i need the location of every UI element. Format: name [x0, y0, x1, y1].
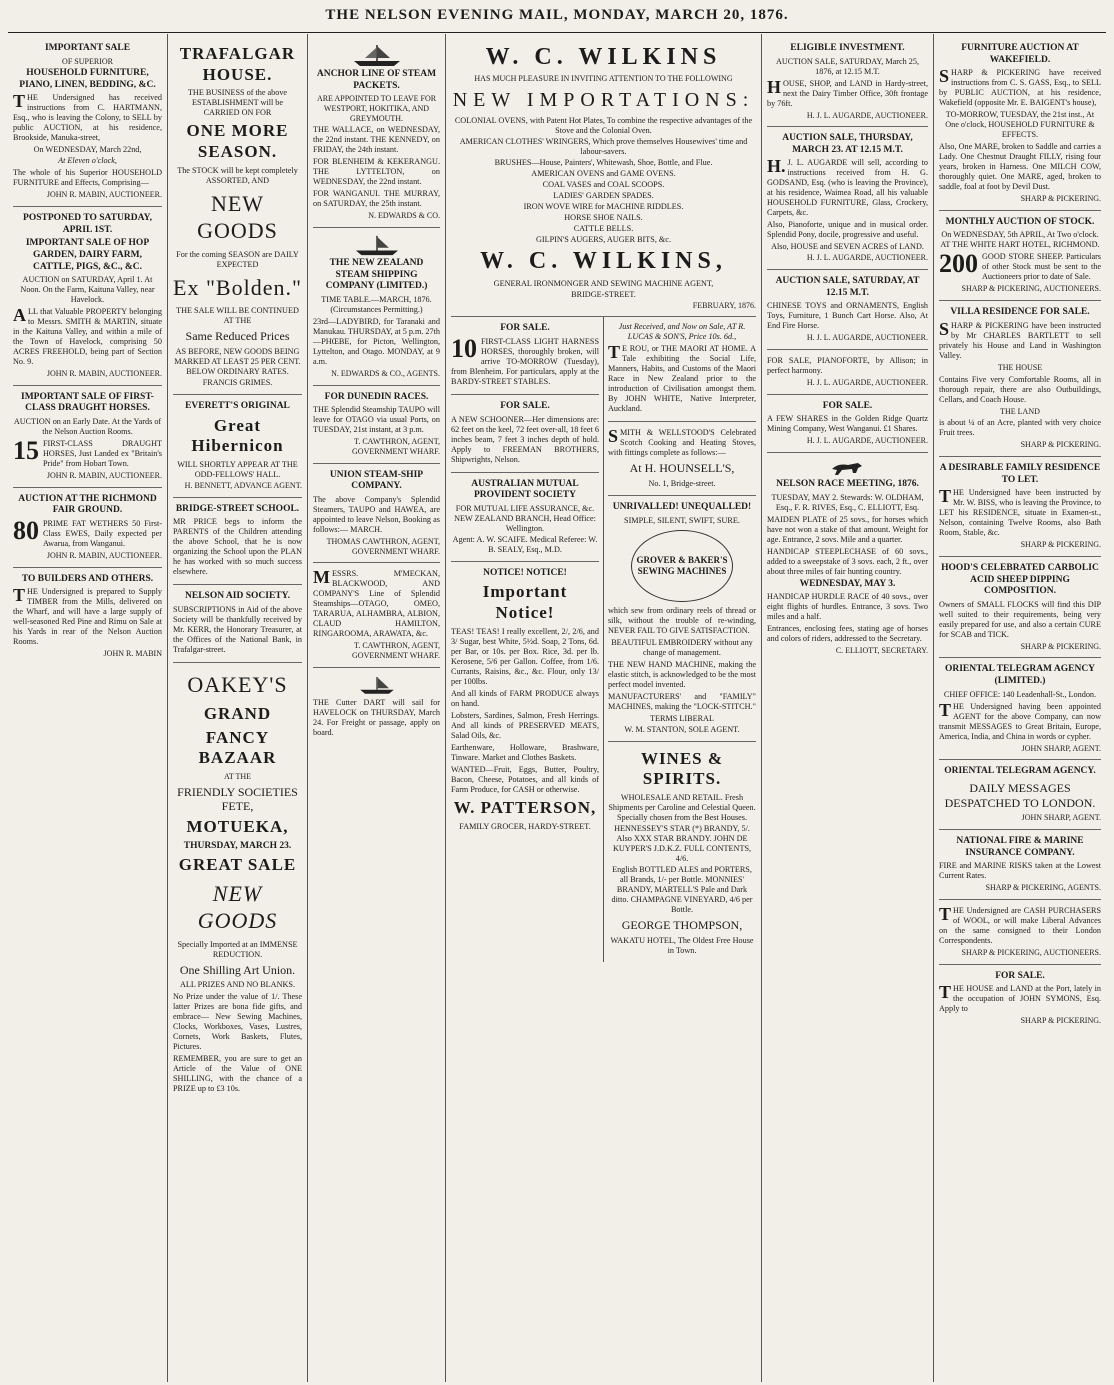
ad-heading: NELSON AID SOCIETY.: [185, 591, 290, 602]
ad-body: ALL that Valuable PROPERTY belonging to Messrs. SMITH & MARTIN, situate in the Kaituna Valley, and within a mile of the Town of Havelock, comprising 50 ACRES FREEHOLD, being part of Section No. 9.: [13, 305, 162, 367]
ad-body: FOR SALE, PIANOFORTE, by Allison; in perfect harmony.: [767, 356, 928, 376]
ad-heading: FOR SALE.: [500, 323, 550, 334]
ad-furniture-sale: [13, 37, 162, 207]
ad-body: THE Undersigned has received instructions from C. HARTMANN, Esq., who is leaving the Colony, to SELL by public AUCTION, at his residence, Brookside, Manuka-street,: [13, 91, 162, 143]
ad-signature: T. CAWTHRON, AGENT, GOVERNMENT WHARF.: [352, 641, 440, 661]
ad-date: FEBRUARY, 1876.: [692, 300, 756, 310]
ad-title: GRAND: [203, 703, 272, 723]
ad-signature: H. J. L. AUGARDE, AUCTIONEER.: [806, 333, 928, 343]
ad-body: MESSRS. M'MECKAN, BLACKWOOD, AND COMPANY'S Line of Splendid Steamships—OTAGO, OMEO, TARARUA, ALHAMBRA, ALBION, CLAUD HAMILTON, RINGAROOMA, ARAWATA, &c.: [313, 567, 440, 639]
ad-title: W. C. WILKINS: [485, 44, 722, 70]
ad-heading: EVERETT'S ORIGINAL: [185, 401, 290, 412]
ad-draught-horses: [13, 386, 162, 488]
ad-title: TRAFALGAR HOUSE.: [179, 44, 296, 84]
ad-item: COLONIAL OVENS, with Patent Hot Plates, To combine the respective advantages of the Stove and the Colonial Oven.: [454, 116, 753, 136]
ad-mmeckan: [313, 563, 440, 668]
ad-body: FIRST-CLASS LIGHT HARNESS HORSES, thoroughly broken, will arrive TO-MORROW (Tuesday), from Blenheim. For particulars, apply at the BARDY-STREET STABLES.: [451, 337, 599, 386]
ad-body: The above Company's Splendid Steamers, TAUPO and HAWEA, are appointed to leave Nelson, Booking as follows:— MARCH.: [313, 494, 440, 534]
ad-number: 80: [13, 515, 39, 545]
ad-body: WILL SHORTLY APPEAR AT THE ODD-FELLOWS' HALL.: [177, 460, 298, 480]
ad-item: GILPIN'S AUGERS, AUGER BITS, &c.: [536, 235, 671, 245]
ad-body: THE Undersigned is prepared to Supply TIMBER from the Mills, delivered on the Wharf, and will have a large supply of well-seasoned Red Pine and Rimu on Sale at his Yards in rear of the Nelson Auction Rooms.: [13, 585, 162, 647]
ad-body: TIME TABLE.—MARCH, 1876. (Circumstances Permitting.): [321, 294, 432, 314]
ad-body: THE Undersigned have been instructed by Mr. W. BISS, who is leaving the Province, to LET his RESIDENCE, situate in Examen-st., Nelson, containing Twelve Rooms, also Bath Room, Stable, &c.: [939, 486, 1101, 538]
ad-body: Lobsters, Sardines, Salmon, Fresh Herrings. And all kinds of PRESERVED MEATS, Salad Oils, &c.: [451, 710, 599, 740]
ad-title: GREAT SALE: [178, 855, 297, 875]
ad-body: Contains Five very Comfortable Rooms, all in thorough repair, there are also Outbuildings, Cellars, and Coach House.: [939, 374, 1101, 404]
ad-richmond-fair: [13, 488, 162, 568]
ad-body: FIRE and MARINE RISKS taken at the Lowest Current Rates.: [939, 861, 1101, 881]
ad-body: BEAUTIFUL EMBROIDERY without any change of management.: [611, 637, 753, 657]
ad-body: Also, HOUSE and SEVEN ACRES of LAND.: [771, 242, 924, 252]
ad-body: TUESDAY, MAY 2. Stewards: W. OLDHAM, Esq., F. R. RIVES, Esq., C. ELLIOTT, Esq.: [771, 492, 924, 512]
ad-heading: THURSDAY, MARCH 23.: [183, 840, 292, 851]
ad-shares: [767, 395, 928, 453]
ad-signature: JOHN R. MABIN, AUCTIONEER.: [46, 471, 162, 481]
ad-signature: SHARP & PICKERING.: [1020, 440, 1101, 450]
ad-body: Also, One MARE, broken to Saddle and carries a Lady. One Chestnut Draught FILLY, rising four years, broken in Harness. One MILCH COW, thoroughly quiet. One MARE, aged, broken to saddle, foal at foot by Devil Dust.: [939, 142, 1101, 192]
column-5: [762, 34, 934, 1382]
ad-signature: JOHN R. MABIN: [103, 649, 162, 659]
ad-title: FANCY BAZAAR: [198, 727, 277, 768]
ad-body: WANTED—Fruit, Eggs, Butter, Poultry, Bacon, Cheese, Potatoes, and all kinds of Farm Produce, for CASH or otherwise.: [451, 764, 599, 794]
ad-subheading: THE HOUSE: [997, 362, 1043, 372]
ad-heading: ELIGIBLE INVESTMENT.: [790, 43, 905, 53]
ad-body: TE ROU, or THE MAORI AT HOME. A Tale exhibiting the Social Life, Manners, Habits, and Customs of the Maori Race in New Zealand prior to the introduction of Civilisation amongst them. By JOHN WHITE, Native Interpreter, Auckland.: [608, 342, 756, 414]
ad-body: AUCTION SALE, SATURDAY, March 25, 1876, at 12.15 M.T.: [775, 56, 920, 76]
ad-title: One Shilling Art Union.: [179, 962, 296, 977]
ad-body: HENNESSEY'S STAR (*) BRANDY, 5/. Also XXX STAR BRANDY. JOHN DE KUYPER'S J.D.K.Z. FULL CONTENTS, 4/6.: [612, 824, 752, 864]
ad-important-notice: [451, 562, 599, 838]
ad-body: The whole of his Superior HOUSEHOLD FURNITURE and Effects, Comprising—: [13, 168, 162, 188]
ad-heading: AUCTION AT THE RICHMOND FAIR GROUND.: [18, 493, 157, 516]
ad-body: THE SALE WILL BE CONTINUED AT THE: [176, 306, 299, 326]
ad-item: AMERICAN CLOTHES' WRINGERS, Which prove themselves Housewives' time and labour-savers.: [459, 137, 748, 157]
ad-body: AUCTION on an Early Date. At the Yards of the Nelson Auction Rooms.: [13, 417, 162, 437]
ad-te-rou: [608, 317, 756, 422]
ad-schooner: [451, 395, 599, 473]
ad-body: 23rd—LADYBIRD, for Taranaki and Manukau. THURSDAY, at 5 p.m. 27th—PHŒBE, for Picton, Wellington, Lyttelton, and Otago. MONDAY, at 9 a.m.: [313, 316, 440, 366]
ad-body: FAMILY GROCER, HARDY-STREET.: [459, 821, 591, 831]
ad-signature: H. J. L. AUGARDE, AUCTIONEER.: [806, 253, 928, 263]
ad-body: A FEW SHARES in the Golden Ridge Quartz Mining Company, West Wanganui. £1 Shares.: [767, 414, 928, 434]
ad-body: HANDICAP STEEPLECHASE of 60 sovs., added to a sweepstake of 3 sovs. each, 2 ft., over about three miles of fair hunting country.: [767, 546, 928, 576]
ad-anchor-line: [313, 37, 440, 228]
ad-number: 10: [451, 334, 477, 363]
ad-subheading: OF SUPERIOR: [62, 56, 113, 66]
ad-body: TO-MORROW, TUESDAY, the 21st inst., At One o'clock, HOUSEHOLD FURNITURE & EFFECTS.: [945, 110, 1095, 140]
ad-heading: UNRIVALLED! UNEQUALLED!: [612, 502, 752, 513]
columns: [8, 34, 1106, 1382]
ad-body: MAIDEN PLATE of 25 sovs., for horses which have not won a stake of that amount. Weight for age. Entrance, 2 sovs. Mile and a quarter.: [767, 514, 928, 544]
ad-school: [173, 498, 302, 586]
ad-body: CHIEF OFFICE: 140 Leadenhall-St., London.: [943, 689, 1097, 699]
ad-body: H.J. L. AUGARDE will sell, according to instructions received from H. G. GODSAND, Esq. (who is leaving the Province), at his residence, Waimea Road, all his valuable HOUSEHOLD FURNITURE, Glass, Crockery, Carpets, &c.: [767, 156, 928, 218]
masthead: THE NELSON EVENING MAIL, MONDAY, MARCH 20, 1876.: [325, 7, 789, 23]
ad-body: PRIME FAT WETHERS 50 First-Class EWES, Daily expected per Awarua, from Wanganui.: [43, 518, 162, 548]
ad-family-residence: [939, 457, 1101, 557]
ad-heading: IMPORTANT SALE OF HOP GARDEN, DAIRY FARM, CATTLE, PIGS, &C., &C.: [25, 238, 150, 272]
ad-heading: ORIENTAL TELEGRAM AGENCY (LIMITED.): [944, 664, 1096, 687]
ad-race-meeting: [767, 453, 928, 662]
ad-heading: NELSON RACE MEETING, 1876.: [776, 479, 919, 490]
ad-body: ALL PRIZES AND NO BLANKS.: [179, 980, 295, 990]
ad-dunedin-races: [313, 386, 440, 464]
ad-title: At H. HOUNSELL'S,: [629, 461, 735, 476]
ad-body: FOR MUTUAL LIFE ASSURANCE, &c. NEW ZEALAND BRANCH, Head Office: Wellington.: [454, 503, 596, 533]
ad-signature: T. CAWTHRON, AGENT, GOVERNMENT WHARF.: [352, 437, 440, 456]
ad-heading: FOR SALE.: [995, 970, 1045, 981]
ad-body: MANUFACTURERS' and "FAMILY" MACHINES, making the "LOCK-STITCH.": [608, 691, 756, 711]
ad-signature: N. EDWARDS & CO.: [368, 211, 440, 221]
column-4-right: [604, 317, 756, 961]
ad-item: AMERICAN OVENS and GAME OVENS.: [531, 169, 676, 179]
ad-body: Entrances, enclosing fees, stating age of horses and colors of riders, addressed to the Secretary.: [767, 624, 928, 644]
ad-signature: SHARP & PICKERING, AGENTS.: [985, 883, 1101, 893]
ad-body: BRIDGE-STREET.: [571, 289, 636, 299]
ad-heading: FOR SALE.: [822, 400, 873, 411]
ad-signature: H. J. L. AUGARDE, AUCTIONEER.: [806, 436, 928, 446]
ad-body: THE Undersigned having been appointed AGENT for the above Company, can now transmit MESSAGES to Great Britain, Europe, America, India, and China in words or cypher.: [939, 699, 1101, 741]
ad-amp-society: [451, 473, 599, 562]
ad-body: which sew from ordinary reels of thread or silk, without the trouble of re-winding, NEVER FAIL TO GIVE SATISFACTION.: [608, 605, 756, 635]
ad-aid-society: [173, 585, 302, 663]
column-2: [168, 34, 308, 1382]
ad-body: THE Cutter DART will sail for HAVELOCK on THURSDAY, March 24. For Freight or passage, apply on board.: [313, 697, 440, 737]
ad-heading: THE NEW ZEALAND STEAM SHIPPING COMPANY (LIMITED.): [325, 258, 428, 292]
ad-item: CATTLE BELLS.: [573, 224, 634, 234]
ad-body: FIRST-CLASS DRAUGHT HORSES, Just Landed ex "Britain's Pride" from Hobart Town.: [43, 439, 162, 469]
ad-body: The STOCK will be kept completely ASSORTED, AND: [177, 165, 298, 185]
ad-builders: [13, 568, 162, 665]
ad-item: COAL VASES and COAL SCOOPS.: [542, 180, 665, 190]
ad-fire-marine: [939, 830, 1101, 900]
ad-body: TEAS! TEAS! I really excellent, 2/, 2/6, and 3/ Sugar, best White, 5½d. Soap, 2 Tons, 6d. per Bar, or 10s. per Box. Rice, 3d. per lb. Kerosene, 5/6 per Gallon. Coffee, from 1/6. Currants, Raisins, &c., &c. Flour, only 13/ per 100lbs.: [451, 626, 599, 686]
ad-body: FOR BLENHEIM & KEKERANGU. THE LYTTELTON, on WEDNESDAY, the 22nd instant.: [313, 157, 440, 187]
ad-body: Specially Imported at an IMMENSE REDUCTION.: [177, 939, 298, 959]
ad-harness-horses: [451, 317, 599, 395]
ad-subheading: HAS MUCH PLEASURE IN INVITING ATTENTION TO THE FOLLOWING: [474, 74, 733, 84]
ad-heading: IMPORTANT SALE: [44, 43, 131, 53]
ad-number: 200: [939, 249, 978, 279]
ad-signature: SHARP & PICKERING.: [1020, 194, 1101, 204]
ad-signature: SHARP & PICKERING, AUCTIONEERS.: [961, 284, 1101, 294]
ad-pianoforte: [767, 350, 928, 395]
ad-body: is about ¼ of an Acre, planted with very choice Fruit trees.: [939, 418, 1101, 438]
ad-body: A NEW SCHOONER—Her dimensions are: 62 feet on the keel, 72 feet over-all, 18 feet 6 inches beam, 7 feet 3 inches depth of hold. Apply to FREEMAN BROTHERS, Shipwrights, Nelson.: [451, 414, 599, 464]
ad-heading: POSTPONED TO SATURDAY, APRIL 1ST.: [23, 213, 152, 235]
ship-icon: [313, 43, 440, 67]
column-1: [8, 34, 168, 1382]
ad-body: HOUSE, SHOP, and LAND in Hardy-street, next the Dairy Timber Office, 30ft frontage by 76ft.: [767, 76, 928, 108]
ad-body: MR PRICE begs to inform the PARENTS of the Children attending the above School, that he is now organizing the School upon the PLAN he has worked with so much success elsewhere.: [173, 517, 302, 577]
ad-title: GEORGE THOMPSON,: [621, 918, 743, 933]
ad-subheading: ARE APPOINTED TO LEAVE FOR WESTPORT, HOKITIKA, AND GREYMOUTH.: [316, 94, 437, 123]
ad-heading: A DESIRABLE FAMILY RESIDENCE TO LET.: [939, 463, 1101, 485]
ad-signature: SHARP & PICKERING.: [1020, 540, 1101, 550]
ad-heading: AUCTION SALE, SATURDAY, AT 12.15 M.T.: [775, 276, 920, 298]
ad-heading: AUSTRALIAN MUTUAL PROVIDENT SOCIETY: [471, 478, 579, 501]
column-3: [308, 34, 446, 1382]
ad-body: SIMPLE, SILENT, SWIFT, SURE.: [624, 515, 740, 525]
ad-heading: WEDNESDAY, MAY 3.: [799, 578, 896, 589]
ad-signature: JOHN SHARP, AGENT.: [1021, 743, 1101, 753]
ad-number: 15: [13, 436, 39, 466]
ad-body: TERMS LIBERAL: [650, 713, 714, 723]
column-6: [934, 34, 1106, 1382]
ad-time: At Eleven o'clock,: [58, 156, 117, 166]
ad-heading: NATIONAL FIRE & MARINE INSURANCE COMPANY.: [956, 835, 1084, 858]
ad-signature: SHARP & PICKERING.: [1020, 1016, 1101, 1026]
ad-body: THE Splendid Steamship TAUPO will leave for OTAGO via usual Ports, on TUESDAY, 21st instant, at 3 p.m.: [313, 405, 440, 435]
ad-title: W. C. WILKINS,: [480, 248, 727, 275]
ad-daily-messages: [939, 760, 1101, 830]
ad-signature: JOHN R. MABIN, AUCTIONEER.: [46, 369, 162, 379]
ad-heading: TO BUILDERS AND OTHERS.: [21, 573, 154, 584]
ad-item: LADIES' GARDEN SPADES.: [553, 191, 654, 201]
ad-heading: ORIENTAL TELEGRAM AGENCY.: [944, 766, 1096, 777]
ad-body: Just Received, and Now on Sale, AT R. LUCAS & SON'S, Price 10s. 6d.,: [618, 322, 746, 342]
ad-body: SHARP & PICKERING have been instructed by Mr CHARLES BARTLETT to sell privately his House and Land in Washington Valley.: [939, 318, 1101, 360]
ad-heading: AUCTION SALE, THURSDAY, MARCH 23. AT 12.15 M.T.: [782, 133, 913, 155]
ad-body: GOOD STORE SHEEP. Particulars of other Stock must be sent to the Auctioneers prior to date of Sale.: [982, 252, 1101, 282]
ad-subheading: THE LAND: [1000, 406, 1040, 416]
ad-auction-thursday: [767, 127, 928, 270]
ad-stoves: [608, 422, 756, 496]
ad-item: IRON WOVE WIRE for MACHINE RIDDLES.: [523, 202, 684, 212]
ad-title: W. PATTERSON,: [453, 797, 597, 817]
ad-heading: UNION STEAM-SHIP COMPANY.: [329, 469, 424, 492]
ad-body: THE Undersigned are CASH PURCHASERS of WOOL, or will make Liberal Advances on the same consigned to their London Correspondents.: [939, 903, 1101, 945]
ad-body: REMEMBER, you are sure to get an Article of the Value of ONE SHILLING, with the chance of a PRIZE up to £3 10s.: [173, 1054, 302, 1094]
ad-title: Same Reduced Prices: [185, 329, 290, 344]
column-4-left: [451, 317, 604, 961]
ad-heading: ANCHOR LINE OF STEAM PACKETS.: [316, 69, 437, 91]
horse-icon: [767, 459, 928, 477]
ad-body: For the coming SEASON are DAILY EXPECTED: [176, 249, 299, 269]
ad-title: Great Hibernicon: [191, 415, 284, 456]
ad-heading: MONTHLY AUCTION OF STOCK.: [945, 216, 1095, 227]
ad-body: SHARP & PICKERING have received instructions from C. S. GASS, Esq., to SELL by PUBLIC AUCTION, at his residence, Wakefield (opposite Mr. E. BAIGENT's house),: [939, 66, 1101, 108]
ad-oriental-telegram: [939, 658, 1101, 760]
ad-nz-shipping: [313, 228, 440, 385]
ad-heading: HOUSEHOLD FURNITURE, PIANO, LINEN, BEDDING, &C.: [19, 68, 156, 90]
ad-chinese-toys: [767, 270, 928, 350]
ad-body: Earthenware, Holloware, Brashware, Tinware. Market and Clothes Baskets.: [451, 742, 599, 762]
ad-body: GENERAL IRONMONGER AND SEWING MACHINE AGENT,: [493, 278, 714, 288]
ad-wool-purchasers: [939, 900, 1101, 965]
ad-heading: IMPORTANT SALE OF FIRST-CLASS DRAUGHT HORSES.: [21, 391, 154, 414]
ad-signature: N. EDWARDS & CO., AGENTS.: [331, 368, 440, 378]
ad-signature: SHARP & PICKERING.: [1020, 641, 1101, 651]
ship-icon: [313, 234, 440, 256]
ad-monthly-stock: [939, 211, 1101, 301]
ad-body: SMITH & WELLSTOOD'S Celebrated Scotch Cooking and Heating Stoves, with fittings complete as follows:—: [608, 426, 756, 458]
ad-body: WHOLESALE AND RETAIL. Fresh Shipments per Caroline and Celestial Queen. Specially chosen from the Best Houses.: [608, 793, 756, 823]
ad-body: On WEDNESDAY, 5th APRIL, At Two o'clock. AT THE WHITE HART HOTEL, RICHMOND.: [940, 230, 1100, 250]
ad-body: THE BUSINESS of the above ESTABLISHMENT will be CARRIED ON FOR: [187, 88, 288, 118]
ad-title: NEW GOODS: [197, 881, 278, 933]
ad-heading: FURNITURE AUCTION AT WAKEFIELD.: [961, 43, 1079, 65]
ad-body: SUBSCRIPTIONS in Aid of the above Society will be thankfully received by Mr. KERR, the Honorary Treasurer, at the Offices of the National Bank, in Trafalgar-street.: [173, 605, 302, 654]
ad-signature: W. M. STANTON, SOLE AGENT.: [624, 724, 740, 734]
ad-title: DAILY MESSAGES DESPATCHED TO LONDON.: [944, 780, 1096, 810]
ad-body: English BOTTLED ALES and PORTERS, all Brands, 1/- per Bottle. MONNIES' BRANDY, MARTELL'S Pale and Dark ditto. CHAMPAGNE VINEYARD, 4/6 per Bottle.: [611, 865, 753, 915]
ad-wakefield-auction: [939, 37, 1101, 211]
ad-body: Owners of SMALL FLOCKS will find this DIP well suited to their requirements, being very easily prepared for use, and also a certain CURE for SCAB and TICK.: [939, 599, 1101, 639]
masthead-rule: [8, 32, 1106, 33]
ad-item: BRUSHES—House, Painters', Whitewash, Shoe, Bottle, and Flue.: [494, 158, 713, 168]
ad-title: FRIENDLY SOCIETIES FETE,: [177, 784, 298, 814]
ad-body: AUCTION on SATURDAY, April 1. At Noon. On the Farm, Kaituna Valley, near Havelock.: [20, 275, 155, 305]
ad-body: THE WALLACE, on WEDNESDAY, the 22nd instant. THE KENNEDY, on FRIDAY, the 24th instant.: [313, 125, 440, 155]
ad-title: MOTUEKA,: [186, 817, 289, 837]
ad-signature: JOHN R. MABIN, AUCTIONEER.: [46, 190, 162, 200]
ad-sewing-machines: [608, 496, 756, 742]
ad-heading: BRIDGE-STREET SCHOOL.: [175, 503, 300, 514]
ad-signature: SHARP & PICKERING, AUCTIONEERS.: [961, 947, 1101, 957]
ad-title: Important Notice!: [482, 582, 568, 623]
ad-body: No. 1, Bridge-street.: [648, 479, 716, 489]
ad-heading: VILLA RESIDENCE FOR SALE.: [950, 307, 1090, 318]
sewing-machine-logo: GROVER & BAKER'S SEWING MACHINES: [631, 530, 733, 602]
ad-carbolic-dip: [939, 557, 1101, 658]
ad-title: NEW GOODS: [197, 190, 278, 243]
ad-signature: JOHN R. MABIN, AUCTIONEER.: [46, 550, 162, 560]
ad-title: Ex "Bolden.": [173, 274, 302, 300]
ad-body: WAKATU HOTEL, The Oldest Free House in Town.: [610, 935, 754, 955]
ad-heading: FOR SALE.: [500, 401, 550, 411]
ad-house-port: [939, 965, 1101, 1032]
ad-wines-spirits: [608, 742, 756, 962]
ad-body: No Prize under the value of 1/. These latter Prizes are bona fide gifts, and embrace— New Sewing Machines, Clocks, Workboxes, Vases, Lustres, Cornets, Work Baskets, Flutes, Pictures.: [173, 992, 302, 1052]
ad-signature: H. J. L. AUGARDE, AUCTIONEER.: [806, 378, 928, 388]
ad-title: NEW IMPORTATIONS:: [452, 89, 755, 112]
ad-heading: FOR DUNEDIN RACES.: [324, 391, 429, 402]
ad-union-steamship: [313, 464, 440, 564]
ship-icon: [313, 674, 440, 696]
ad-signature: THOMAS CAWTHRON, AGENT, GOVERNMENT WHARF.: [326, 536, 440, 556]
ad-signature: JOHN SHARP, AGENT.: [1021, 813, 1101, 823]
ad-hibernicon: [173, 395, 302, 498]
ad-title: WINES & SPIRITS.: [640, 748, 724, 789]
ad-body: HANDICAP HURDLE RACE of 40 sovs., over eight flights of hurdles. Entrance, 3 sovs. Two miles and a half.: [767, 592, 928, 622]
ad-signature: Agent: A. W. SCAIFE. Medical Referee: W. B. SEALY, Esq., M.D.: [452, 534, 598, 554]
ad-body: THE NEW HAND MACHINE, making the elastic stitch, is acknowledged to be the most perfect model invented.: [608, 659, 756, 689]
ad-heading: NOTICE! NOTICE!: [483, 567, 567, 578]
ad-villa-residence: [939, 301, 1101, 457]
ad-body: And all kinds of FARM PRODUCE always on hand.: [451, 688, 599, 708]
ad-date: On WEDNESDAY, March 22nd,: [33, 145, 142, 155]
ad-subheading: AT THE: [223, 772, 252, 782]
ad-title: OAKEY'S: [187, 672, 288, 697]
ad-title: ONE MORE SEASON.: [186, 121, 289, 162]
ad-item: HORSE SHOE NAILS.: [564, 213, 643, 223]
ad-signature: H. BENNETT, ADVANCE AGENT.: [184, 481, 302, 491]
ad-cutter-dart: [313, 668, 440, 745]
ad-heading: HOOD'S CELEBRATED CARBOLIC ACID SHEEP DIPPING COMPOSITION.: [941, 562, 1099, 597]
column-4: [446, 34, 762, 1382]
ad-signature: C. ELLIOTT, SECRETARY.: [835, 646, 928, 656]
ad-body: CHINESE TOYS and ORNAMENTS, English Toys, Furniture, 1 Bunch Cart Horse. Also, At End Fire Horse.: [767, 301, 928, 331]
ad-body: Also, Pianoforte, unique and in musical order. Splendid Pony, docile, progressive and useful.: [767, 220, 928, 240]
ad-trafalgar-house: [173, 37, 302, 395]
ad-eligible-investment: [767, 37, 928, 127]
ad-body: AS BEFORE, NEW GOODS BEING MARKED AT LEAST 25 PER CENT. BELOW ORDINARY RATES.: [174, 347, 301, 377]
ad-wilkins: [451, 37, 756, 317]
ad-body: THE HOUSE and LAND at the Port, lately in the occupation of JOHN SYMONS, Esq. Apply to: [939, 982, 1101, 1014]
ad-hop-garden: [13, 207, 162, 386]
ad-body: FOR WANGANUI. THE MURRAY, on SATURDAY, the 25th instant.: [313, 189, 440, 209]
ad-bazaar: [173, 663, 302, 1101]
ad-signature: H. J. L. AUGARDE, AUCTIONEER.: [806, 110, 928, 120]
column-4-split: [451, 317, 756, 961]
ad-signature: FRANCIS GRIMES.: [202, 378, 273, 388]
